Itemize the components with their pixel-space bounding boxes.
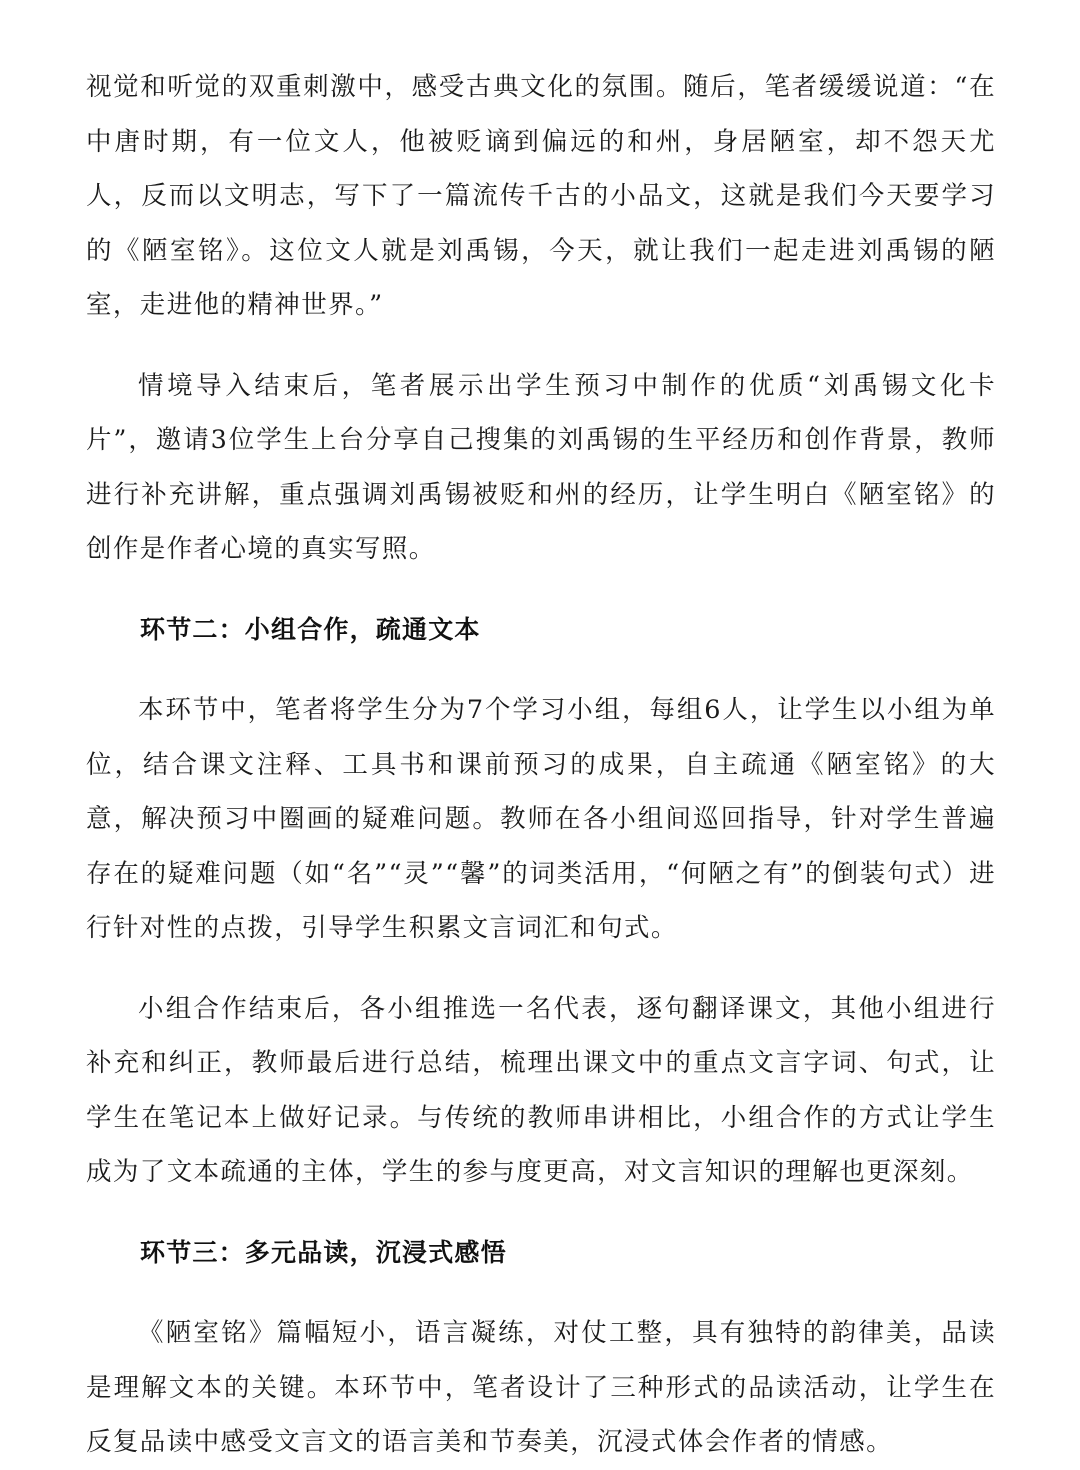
paragraph-group-summary: 小组合作结束后，各小组推选一名代表，逐句翻译课文，其他小组进行补充和纠正，教师最后进行总结，梳理出课文中的重点文言字词、句式，让学生在笔记本上做好记录。与传统的教师串讲相比，小组合作的方式让学生成为了文本疏通的主体，学生的参与度更高，对文言知识的理解也更深刻。 bbox=[86, 993, 996, 1187]
paragraph-group-work: 本环节中，笔者将学生分为7个学习小组，每组6人，让学生以小组为单位，结合课文注释、工具书和课前预习的成果，自主疏通《陋室铭》的大意，解决预习中圈画的疑难问题。教师在各小组间巡回指导，针对学生普遍存在的疑难问题（如“名”“灵”“馨”的词类活用，“何陋之有”的倒装句式）进行针对性的点拨，引导学生积累文言词汇和句式。 bbox=[86, 695, 996, 943]
paragraph-intro-continuation: 视觉和听觉的双重刺激中，感受古典文化的氛围。随后，笔者缓缓说道：“在中唐时期，有一位文人，他被贬谪到偏远的和州，身居陋室，却不怨天尤人，反而以文明志，写下了一篇流传千古的小品文，这就是我们今天要学习的《陋室铭》。这位文人就是刘禹锡，今天，就让我们一起走进刘禹锡的陋室，走进他的精神世界。” bbox=[86, 72, 996, 320]
section-heading-2: 环节二：小组合作，疏通文本 bbox=[140, 614, 481, 644]
paragraph-culture-card: 情境导入结束后，笔者展示出学生预习中制作的优质“刘禹锡文化卡片”，邀请3位学生上台分享自己搜集的刘禹锡的生平经历和创作背景，教师进行补充讲解，重点强调刘禹锡被贬和州的经历，让学生明白《陋室铭》的创作是作者心境的真实写照。 bbox=[86, 370, 996, 564]
paragraph-reading-activities: 《陋室铭》篇幅短小，语言凝练，对仗工整，具有独特的韵律美，品读是理解文本的关键。本环节中，笔者设计了三种形式的品读活动，让学生在反复品读中感受文言文的语言美和节奏美，沉浸式体会作者的情感。 bbox=[86, 1318, 996, 1457]
section-heading-3: 环节三：多元品读，沉浸式感悟 bbox=[140, 1237, 507, 1267]
